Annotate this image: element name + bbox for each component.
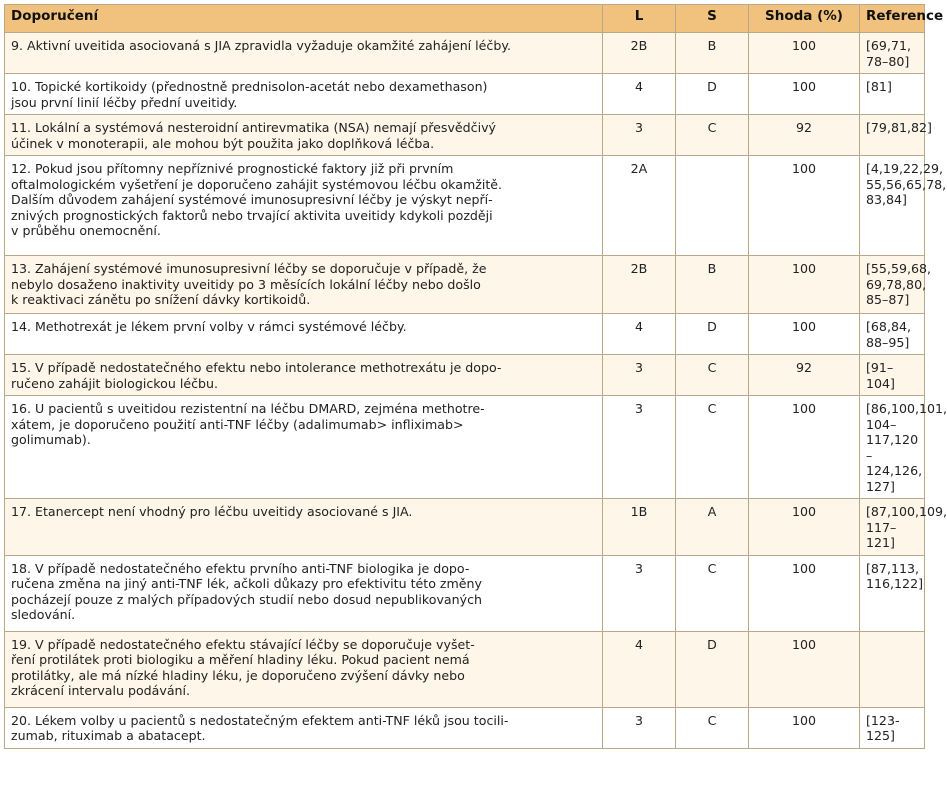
agreement-percent: 100 — [749, 256, 860, 314]
strength-of-recommendation: D — [676, 74, 749, 115]
agreement-percent: 92 — [749, 115, 860, 156]
strength-of-recommendation: C — [676, 707, 749, 748]
reference-list: [87,100,109, 117–121] — [860, 499, 925, 556]
strength-of-recommendation: D — [676, 631, 749, 707]
table-row — [5, 74, 925, 115]
agreement-percent: 100 — [749, 631, 860, 707]
recommendation-text: 10. Topické kortikoidy (přednostně prednisolon-acetát nebo dexamethason) jsou první linií léčby přední uveitidy. — [5, 74, 603, 115]
table-row — [5, 33, 925, 74]
col-header-l: L — [603, 5, 676, 33]
reference-list: [86,100,101, 104–117,120 –124,126, 127] — [860, 396, 925, 499]
table-body — [5, 33, 947, 749]
reference-list: [69,71, 78–80] — [860, 33, 925, 74]
strength-of-recommendation: C — [676, 396, 749, 499]
table-row — [5, 314, 925, 355]
strength-of-recommendation: D — [676, 314, 749, 355]
agreement-percent: 100 — [749, 499, 860, 556]
reference-list: [4,19,22,29, 55,56,65,78, 83,84] — [860, 156, 925, 256]
table-row — [5, 156, 925, 256]
agreement-percent: 100 — [749, 314, 860, 355]
reference-list: [68,84, 88–95] — [860, 314, 925, 355]
recommendation-text: 16. U pacientů s uveitidou rezistentní na léčbu DMARD, zejména methotre- xátem, je doporučeno použití anti-TNF léčby (adalimumab> infliximab> golimumab). — [5, 396, 603, 499]
reference-list: [87,113, 116,122] — [860, 555, 925, 631]
col-header-reference: Reference — [860, 5, 925, 33]
recommendation-text: 15. V případě nedostatečného efektu nebo intolerance methotrexátu je dopo- ručeno zahájit biologickou léčbu. — [5, 355, 603, 396]
level-of-evidence: 3 — [603, 115, 676, 156]
table-row — [5, 396, 925, 499]
strength-of-recommendation: C — [676, 115, 749, 156]
strength-of-recommendation: C — [676, 355, 749, 396]
table-row — [5, 555, 925, 631]
table-row — [5, 256, 925, 314]
agreement-percent: 100 — [749, 74, 860, 115]
table-row — [5, 631, 925, 707]
strength-of-recommendation: B — [676, 256, 749, 314]
level-of-evidence: 1B — [603, 499, 676, 556]
recommendation-text: 18. V případě nedostatečného efektu prvního anti-TNF biologika je dopo- ručena změna na jiný anti-TNF lék, ačkoli důkazy pro efektivitu této změny pocházejí pouze z malých případových studií nebo dosud nepublikovaných sledování. — [5, 555, 603, 631]
col-header-doporuceni: Doporučení — [5, 5, 603, 33]
table-row — [5, 115, 925, 156]
strength-of-recommendation: A — [676, 499, 749, 556]
level-of-evidence: 4 — [603, 74, 676, 115]
agreement-percent: 100 — [749, 156, 860, 256]
recommendation-text: 17. Etanercept není vhodný pro léčbu uveitidy asociované s JIA. — [5, 499, 603, 556]
agreement-percent: 92 — [749, 355, 860, 396]
col-header-s: S — [676, 5, 749, 33]
level-of-evidence: 3 — [603, 707, 676, 748]
recommendation-text: 13. Zahájení systémové imunosupresivní léčby se doporučuje v případě, že nebylo dosaženo inaktivity uveitidy po 3 měsících lokální léčby nebo došlo k reaktivaci zánětu po snížení dávky kortikoidů. — [5, 256, 603, 314]
level-of-evidence: 2A — [603, 156, 676, 256]
agreement-percent: 100 — [749, 33, 860, 74]
level-of-evidence: 4 — [603, 631, 676, 707]
recommendation-text: 14. Methotrexát je lékem první volby v rámci systémové léčby. — [5, 314, 603, 355]
table-header — [5, 5, 944, 33]
recommendation-text: 12. Pokud jsou přítomny nepříznivé prognostické faktory již při prvním oftalmologickém vyšetření je doporučeno zahájit systémovou léčbu okamžitě. Dalším důvodem zahájení systémové imunosupresivní léčby je výskyt nepří- znivých prognostických faktorů nebo trvající aktivita uveitidy kdykoli později v průběhu onemocnění. — [5, 156, 603, 256]
table-row — [5, 499, 925, 556]
level-of-evidence: 2B — [603, 33, 676, 74]
header-row — [5, 5, 925, 33]
reference-list: [81] — [860, 74, 925, 115]
level-of-evidence: 3 — [603, 355, 676, 396]
agreement-percent: 100 — [749, 555, 860, 631]
agreement-percent: 100 — [749, 707, 860, 748]
recommendation-text: 20. Lékem volby u pacientů s nedostatečným efektem anti-TNF léků jsou tocili- zumab, rituximab a abatacept. — [5, 707, 603, 748]
strength-of-recommendation: B — [676, 33, 749, 74]
strength-of-recommendation — [676, 156, 749, 256]
level-of-evidence: 3 — [603, 555, 676, 631]
reference-list: [79,81,82] — [860, 115, 925, 156]
recommendation-text: 19. V případě nedostatečného efektu stávající léčby se doporučuje vyšet- ření protilátek proti biologiku a měření hladiny léku. Pokud pacient nemá protilátky, ale má nízké hladiny léku, je doporučeno zvýšení dávky nebo zkrácení intervalu podávání. — [5, 631, 603, 707]
level-of-evidence: 3 — [603, 396, 676, 499]
reference-list — [860, 631, 925, 707]
col-header-shoda: Shoda (%) — [749, 5, 860, 33]
strength-of-recommendation: C — [676, 555, 749, 631]
table-row — [5, 707, 925, 748]
table-row — [5, 355, 925, 396]
reference-list: [91–104] — [860, 355, 925, 396]
reference-list: [123-125] — [860, 707, 925, 748]
reference-list: [55,59,68, 69,78,80, 85–87] — [860, 256, 925, 314]
level-of-evidence: 2B — [603, 256, 676, 314]
agreement-percent: 100 — [749, 396, 860, 499]
recommendation-text: 9. Aktivní uveitida asociovaná s JIA zpravidla vyžaduje okamžité zahájení léčby. — [5, 33, 603, 74]
level-of-evidence: 4 — [603, 314, 676, 355]
recommendation-text: 11. Lokální a systémová nesteroidní antirevmatika (NSA) nemají přesvědčivý účinek v monoterapii, ale mohou být použita jako doplňková léčba. — [5, 115, 603, 156]
recommendations-table — [4, 4, 947, 749]
